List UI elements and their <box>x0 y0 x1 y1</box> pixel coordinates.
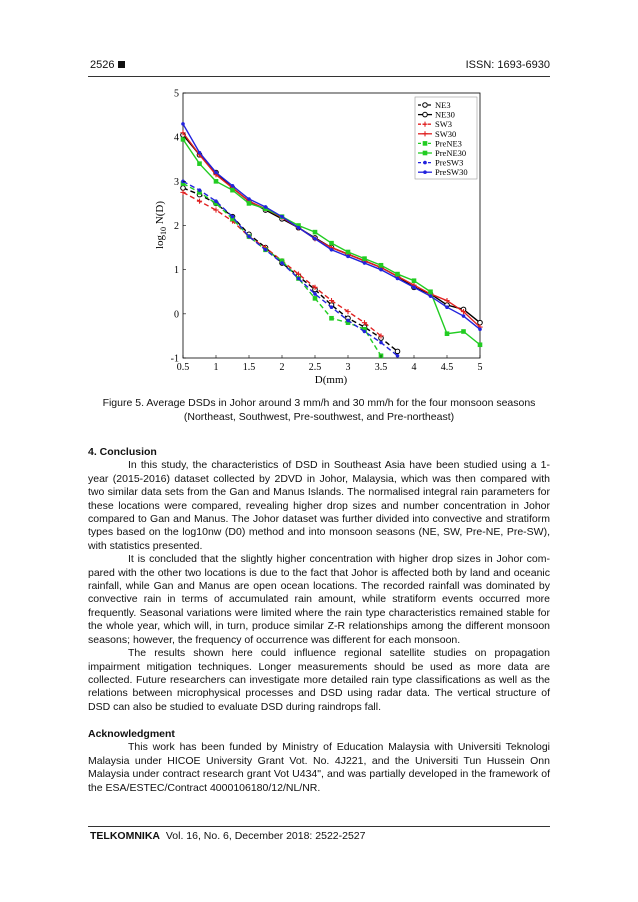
x-tick-label: 4.5 <box>440 362 454 373</box>
data-point-PreSW30 <box>264 205 268 209</box>
data-point-NE3 <box>181 186 186 191</box>
conclusion-paragraph-3: The results shown here could influence regional satellite studies on propagation impairment mitigation techniques. Longer measurements should be used as more data are collected. Future researchers can investigate more detailed rain type classifications as well as the relations between microphysical processes and DSD using radar data. The vertical structure of DSD can also be studied to evaluate DSD during raindrops fall. <box>88 647 550 713</box>
data-point-PreNE30 <box>313 230 318 235</box>
issn: ISSN: 1693-6930 <box>465 59 550 71</box>
y-tick-label: 4 <box>174 132 179 144</box>
data-point-PreNE30 <box>247 201 252 206</box>
data-point-PreNE30 <box>478 342 483 347</box>
data-point-PreNE3 <box>329 316 334 321</box>
data-point-PreSW30 <box>231 184 235 188</box>
legend-label: SW3 <box>435 119 452 130</box>
data-point-PreSW3 <box>313 292 317 296</box>
footer <box>90 830 365 842</box>
data-point-PreSW30 <box>445 305 449 309</box>
legend-label: NE3 <box>435 100 451 110</box>
conclusion-paragraph-1: In this study, the characteristics of DSD in Southeast Asia have been studied using a 1- year (2015-2016) dataset collected by 2DVD in Johor, Malaysia, which was then compared with two similar data sets from the Gan and Manus Islands. The normalised integral rain parameters for these locations were compared, revealing higher drop sizes and number concentration in Johor compared to Gan and Manus. The Johor dataset was further divided into convective and stratiform types based on the log10nw (D0) method and into monsoon seasons (NE, SW, Pre-NE, Pre-SW), with statistics presented. <box>88 459 550 552</box>
data-point-PreSW30 <box>478 327 482 331</box>
conclusion-paragraph-2: It is concluded that the slightly higher concentration with higher drop sizes in Johor com- pared with the other two locations is due to the fact that Johor is affected both by land and oceanic rainfall, while Gan and Manus are open ocean locations. The recorded rainfall was dominated by convective rain in terms of accumulated rain amount, while stratiform events occurred more frequently. Seasonal variations were limited where the rain type characteristics remained stable for the whole year, which will, in turn, produce similar Z-R relationships among the different monsoon seasons; however, the frequency of occurrence was different for each monsoon. <box>88 553 550 646</box>
data-point-PreSW30 <box>247 197 251 201</box>
data-point-PreSW30 <box>429 294 433 298</box>
legend-label: PreSW30 <box>435 167 468 178</box>
acknowledgment-section <box>88 728 550 795</box>
conclusion-section <box>88 446 550 714</box>
caption-line-1: Figure 5. Average DSDs in Johor around 3 mm/h and 30 mm/h for the four monsoon seasons <box>102 397 536 409</box>
x-tick-label: 1 <box>213 362 219 373</box>
page-number: 2526 <box>90 59 125 71</box>
y-axis-label: $\log_{10} N(D)$ <box>154 200 168 250</box>
conclusion-heading: 4. Conclusion <box>88 446 157 458</box>
data-point-PreSW3 <box>280 261 284 265</box>
data-point-PreSW3 <box>198 188 202 192</box>
data-point-PreSW30 <box>379 268 383 272</box>
data-point-PreSW30 <box>181 122 185 126</box>
data-point-PreNE30 <box>362 256 367 261</box>
data-point-PreNE30 <box>379 263 384 268</box>
data-point-PreSW30 <box>412 286 416 290</box>
legend-label: NE30 <box>435 109 455 120</box>
acknowledgment-heading: Acknowledgment <box>88 728 175 740</box>
data-point-PreSW3 <box>379 341 383 345</box>
x-tick-label: 2.5 <box>308 362 322 373</box>
data-point-PreNE30 <box>214 179 219 184</box>
legend-marker <box>423 161 427 165</box>
data-point-PreSW30 <box>280 215 284 219</box>
data-point-PreSW30 <box>330 248 334 252</box>
journal-name: TELKOMNIKA <box>90 830 160 842</box>
data-point-PreSW3 <box>264 248 268 252</box>
journal-details: Vol. 16, No. 6, December 2018: 2522-2527 <box>165 830 366 842</box>
data-point-PreSW30 <box>396 277 400 281</box>
data-point-PreSW30 <box>198 151 202 155</box>
legend-marker <box>423 170 427 174</box>
data-point-PreNE30 <box>329 241 334 246</box>
data-point-PreNE30 <box>395 272 400 277</box>
y-tick-label: -1 <box>170 353 179 365</box>
x-tick-label: 5 <box>477 362 483 373</box>
x-tick-label: 2 <box>279 362 285 373</box>
data-point-PreSW30 <box>363 261 367 265</box>
acknowledgment-paragraph: This work has been funded by Ministry of Education Malaysia with Universiti Teknologi Malaysia under HICOE University Grant Vot. No. 4J221, and the Universiti Tun Hussein Onn Malaysia under contract research grant Vot U434", and was partially developed in the framework of the ESA/ESTEC/Contract 4000106180/12/NL/NR. <box>88 741 550 794</box>
x-tick-label: 0.5 <box>176 362 190 373</box>
legend-marker <box>423 103 428 108</box>
legend-label: PreSW3 <box>435 157 464 168</box>
y-tick-label: 1 <box>174 265 179 277</box>
legend-marker <box>423 141 428 146</box>
y-tick-label: 2 <box>174 221 179 232</box>
legend-marker <box>423 112 428 117</box>
data-point-NE3 <box>395 349 400 354</box>
figure-caption <box>88 397 550 424</box>
square-bullet-icon <box>118 61 125 68</box>
data-point-PreSW30 <box>346 255 350 259</box>
x-tick-label: 3 <box>345 362 351 373</box>
data-point-PreSW3 <box>363 330 367 334</box>
data-point-PreNE30 <box>346 250 351 255</box>
data-point-PreNE3 <box>313 296 318 301</box>
data-point-PreSW30 <box>462 314 466 318</box>
x-tick-label: 1.5 <box>242 362 256 373</box>
footer-divider <box>88 826 550 827</box>
data-point-PreSW30 <box>214 171 218 175</box>
data-point-PreSW3 <box>396 354 400 358</box>
data-point-PreNE30 <box>230 188 235 193</box>
data-point-PreNE30 <box>428 289 433 294</box>
data-point-PreNE30 <box>412 278 417 283</box>
header-divider <box>88 76 550 77</box>
data-point-PreSW3 <box>231 215 235 219</box>
data-point-PreSW3 <box>297 277 301 281</box>
x-tick-label: 4 <box>411 362 417 373</box>
data-point-NE30 <box>478 320 483 325</box>
dsd-chart <box>150 85 490 390</box>
data-point-PreNE30 <box>445 331 450 336</box>
y-tick-label: 5 <box>174 88 179 100</box>
data-point-PreNE30 <box>461 329 466 334</box>
legend-label: PreNE3 <box>435 138 462 149</box>
data-point-PreSW3 <box>247 235 251 239</box>
legend-label: PreNE30 <box>435 148 467 158</box>
legend <box>415 97 477 179</box>
legend-label: SW30 <box>435 128 457 139</box>
data-point-PreSW30 <box>297 226 301 230</box>
x-tick-label: 3.5 <box>374 362 388 373</box>
y-tick-label: 0 <box>174 309 179 321</box>
data-point-PreSW3 <box>330 305 334 309</box>
caption-line-2: (Northeast, Southwest, Pre-southwest, and Pre-northeast) <box>183 410 455 423</box>
data-point-PreSW3 <box>346 319 350 323</box>
y-tick-label: 3 <box>174 176 179 188</box>
x-axis-label: D(mm) <box>314 374 348 386</box>
data-point-PreNE30 <box>181 137 186 142</box>
legend-marker <box>423 151 428 156</box>
data-point-PreSW30 <box>313 237 317 241</box>
data-point-PreSW3 <box>214 199 218 203</box>
data-point-PreNE30 <box>197 161 202 166</box>
